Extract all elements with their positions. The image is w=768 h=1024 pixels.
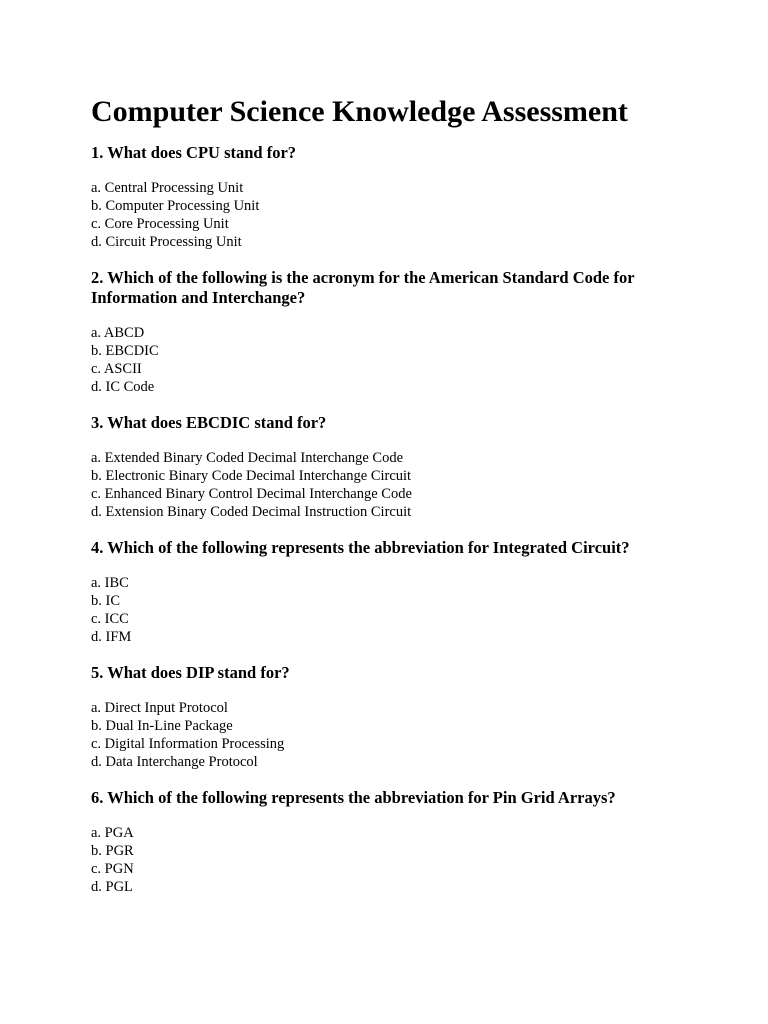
answer-options bbox=[91, 574, 691, 646]
question-text: 4. Which of the following represents the abbreviation for Integrated Circuit? bbox=[91, 538, 630, 557]
answer-option: c. Core Processing Unit bbox=[91, 216, 229, 232]
answer-options bbox=[91, 179, 691, 251]
question-list bbox=[91, 143, 691, 896]
answer-option: b. EBCDIC bbox=[91, 343, 159, 359]
answer-option: d. Data Interchange Protocol bbox=[91, 754, 258, 770]
answer-option: b. Computer Processing Unit bbox=[91, 198, 260, 214]
answer-option: d. Circuit Processing Unit bbox=[91, 234, 242, 250]
answer-option: a. Extended Binary Coded Decimal Interchange Code bbox=[91, 450, 404, 466]
answer-options bbox=[91, 449, 691, 521]
answer-option: d. Extension Binary Coded Decimal Instruction Circuit bbox=[91, 504, 412, 520]
question-block bbox=[91, 143, 691, 251]
answer-option: c. Enhanced Binary Control Decimal Interchange Code bbox=[91, 486, 412, 502]
answer-options bbox=[91, 324, 691, 396]
answer-option: b. Dual In-Line Package bbox=[91, 718, 233, 734]
answer-options bbox=[91, 824, 691, 896]
question-text: 5. What does DIP stand for? bbox=[91, 663, 290, 682]
question-block bbox=[91, 538, 691, 646]
answer-option: c. PGN bbox=[91, 861, 134, 877]
answer-options bbox=[91, 699, 691, 771]
answer-option: a. ABCD bbox=[91, 325, 145, 341]
answer-option: a. IBC bbox=[91, 575, 129, 591]
question-text: 1. What does CPU stand for? bbox=[91, 143, 297, 162]
document-page bbox=[91, 93, 691, 913]
answer-option: d. IFM bbox=[91, 629, 132, 645]
answer-option: c. Digital Information Processing bbox=[91, 736, 285, 752]
answer-option: a. Central Processing Unit bbox=[91, 180, 244, 196]
answer-option: c. ASCII bbox=[91, 361, 142, 377]
question-text: 3. What does EBCDIC stand for? bbox=[91, 413, 327, 432]
question-block bbox=[91, 788, 691, 896]
answer-option: b. Electronic Binary Code Decimal Interchange Circuit bbox=[91, 468, 412, 484]
question-block bbox=[91, 413, 691, 521]
answer-option: b. PGR bbox=[91, 843, 134, 859]
question-text: 2. Which of the following is the acronym for the American Standard Code for Information and Interchange? bbox=[91, 268, 635, 307]
question-block bbox=[91, 663, 691, 771]
answer-option: d. PGL bbox=[91, 879, 133, 895]
question-text: 6. Which of the following represents the abbreviation for Pin Grid Arrays? bbox=[91, 788, 616, 807]
answer-option: d. IC Code bbox=[91, 379, 155, 395]
answer-option: b. IC bbox=[91, 593, 120, 609]
question-block bbox=[91, 268, 691, 396]
answer-option: c. ICC bbox=[91, 611, 129, 627]
answer-option: a. Direct Input Protocol bbox=[91, 700, 228, 716]
answer-option: a. PGA bbox=[91, 825, 134, 841]
document-title: Computer Science Knowledge Assessment bbox=[91, 95, 628, 128]
